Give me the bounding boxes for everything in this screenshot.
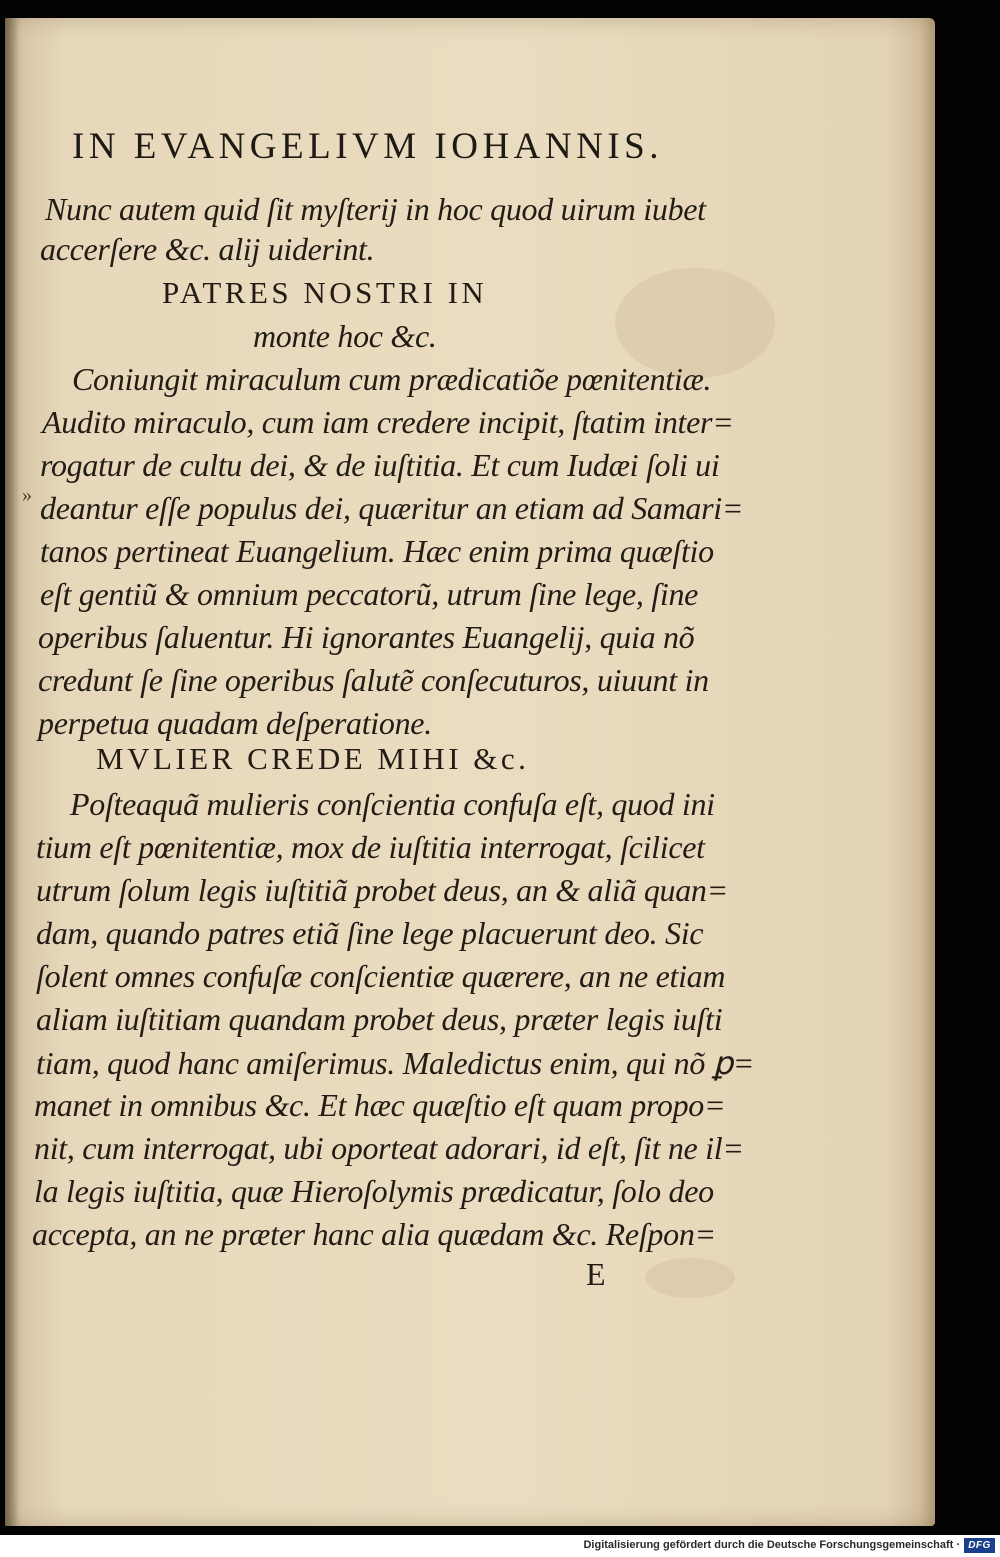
body-line: accepta, an ne præter hanc alia quædam &c. Reſpon=: [32, 1216, 716, 1252]
body-line: accerſere &c. alij uiderint.: [40, 231, 375, 267]
body-line: tium eſt pœnitentiæ, mox de iuſtitia interrogat, ſcilicet: [36, 829, 705, 865]
body-line: nit, cum interrogat, ubi oporteat adorari, id eſt, ſit ne il=: [34, 1130, 744, 1166]
body-line: rogatur de cultu dei, & de iuſtitia. Et cum Iudæi ſoli ui: [40, 447, 720, 483]
section-heading-continued: monte hoc &c.: [253, 318, 437, 354]
section-heading: PATRES NOSTRI IN: [162, 275, 488, 310]
section-heading: MVLIER CREDE MIHI &c.: [96, 741, 530, 776]
body-line: utrum ſolum legis iuſtitiã probet deus, an & aliã quan=: [36, 872, 728, 908]
dfg-logo-icon: DFG: [964, 1538, 995, 1553]
paper-stain: [645, 1258, 735, 1298]
body-line: tanos pertineat Euangelium. Hæc enim prima quæſtio: [40, 533, 714, 569]
body-line: deantur eſſe populus dei, quæritur an etiam ad Samari=: [40, 490, 744, 526]
margin-mark: »: [22, 484, 32, 506]
running-head: IN EVANGELIVM IOHANNIS.: [72, 126, 663, 167]
body-line: Audito miraculo, cum iam credere incipit, ſtatim inter=: [42, 404, 734, 440]
body-line: perpetua quadam deſperatione.: [38, 705, 432, 741]
body-line: Poſteaquã mulieris conſcientia confuſa eſt, quod ini: [70, 786, 715, 822]
body-line: manet in omnibus &c. Et hæc quæſtio eſt quam propo=: [34, 1087, 726, 1123]
body-line: operibus ſaluentur. Hi ignorantes Euangelij, quia nõ: [38, 619, 695, 655]
gutter-shadow: [5, 18, 19, 1526]
body-line: aliam iuſtitiam quandam probet deus, præter legis iuſti: [36, 1001, 723, 1037]
body-line: dam, quando patres etiã ſine lege placuerunt deo. Sic: [36, 915, 704, 951]
body-line: credunt ſe ſine operibus ſalutẽ conſecuturos, uiuunt in: [38, 662, 709, 698]
body-line: ſolent omnes confuſæ conſcientiæ quærere, an ne etiam: [36, 958, 726, 994]
body-line: tiam, quod hanc amiſerimus. Maledictus enim, qui nõ ꝑ=: [36, 1045, 755, 1081]
body-line: la legis iuſtitia, quæ Hieroſolymis prædicatur, ſolo deo: [34, 1173, 714, 1209]
body-line: Coniungit miraculum cum prædicatiõe pœnitentiæ.: [72, 361, 712, 397]
signature-mark: E: [586, 1256, 606, 1292]
body-line: eſt gentiũ & omnium peccatorũ, utrum ſine lege, ſine: [40, 576, 699, 612]
footer-credit: Digitalisierung gefördert durch die Deutsche Forschungsgemeinschaft ·: [583, 1539, 960, 1551]
body-line: Nunc autem quid ſit myſterij in hoc quod uirum iubet: [45, 191, 706, 227]
